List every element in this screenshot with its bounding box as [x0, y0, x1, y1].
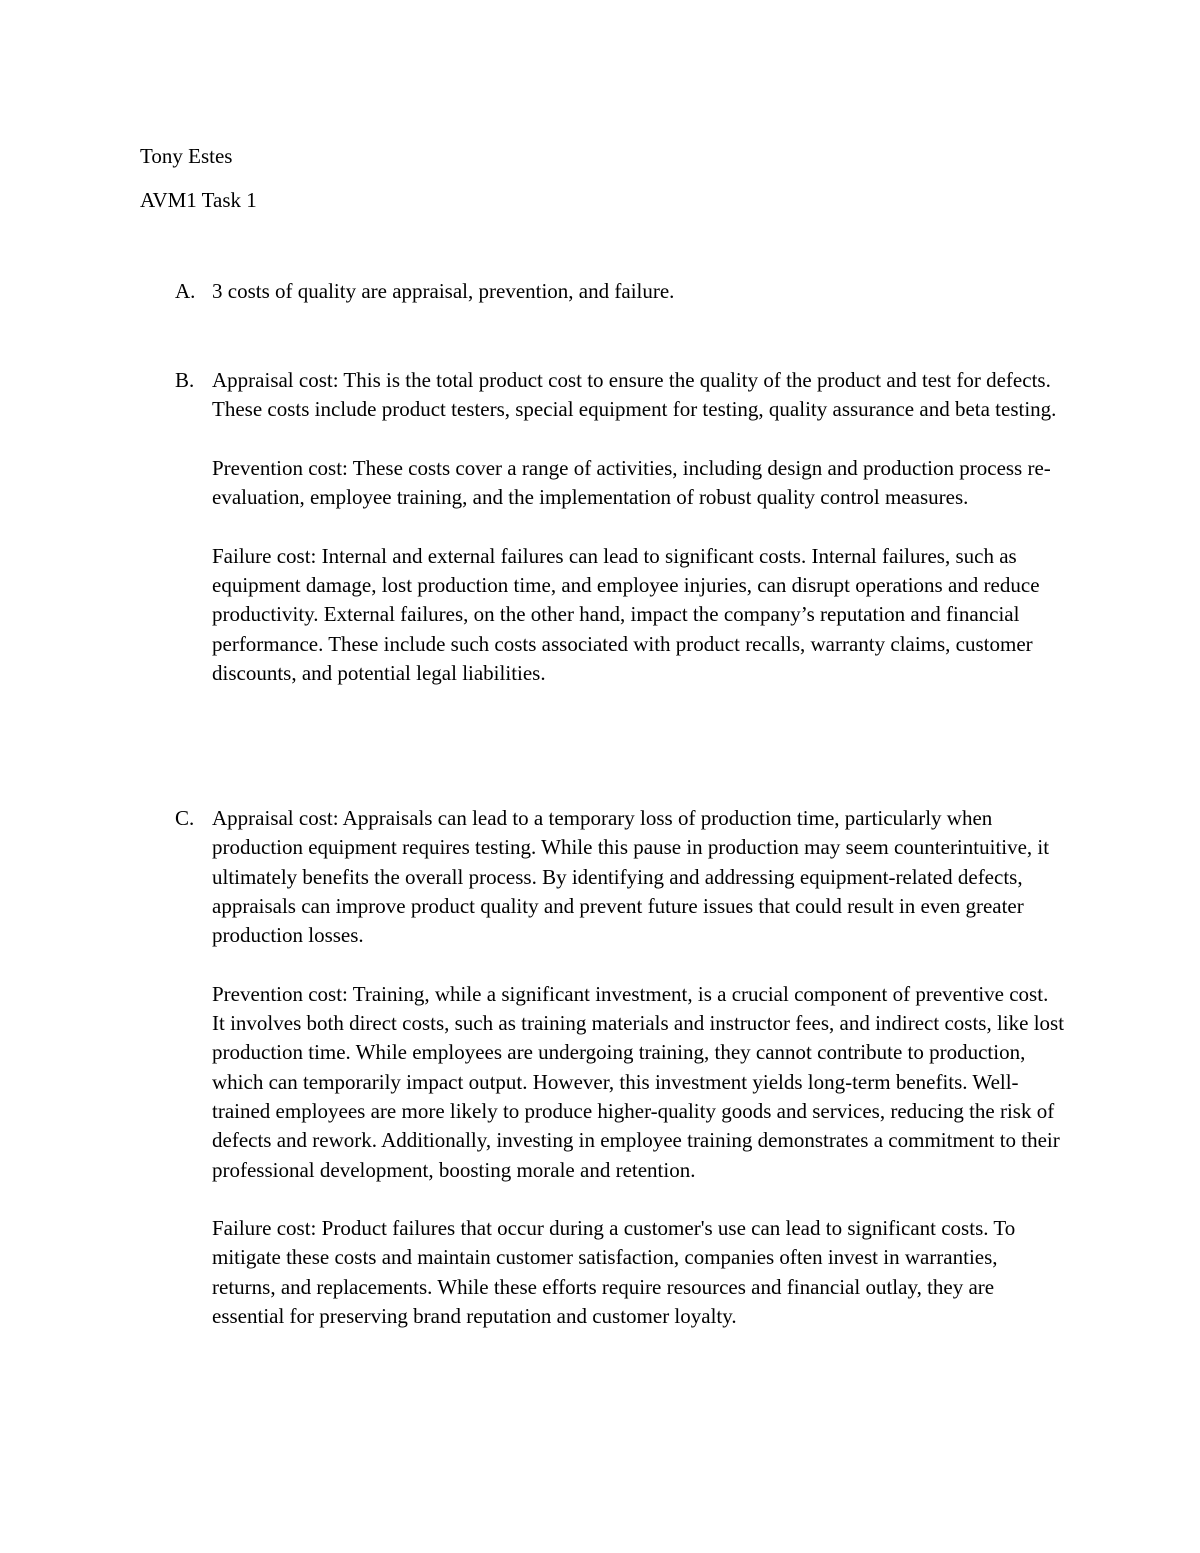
appraisal-cost-impact-paragraph: Appraisal cost: Appraisals can lead to a temporary loss of production time, particularly when production equipment requires testing. While this pause in production may seem counterintuitive, it ultimately benefits the overall process. By identifying and addressing equipment-related defects, appraisals can improve product quality and prevent future issues that could result in even greater production losses.	[212, 806, 1050, 948]
list-item-c	[175, 804, 1065, 1331]
list-item-a	[175, 277, 1065, 306]
list-item-c-body	[212, 804, 1065, 1331]
list-marker-c: C.	[175, 806, 195, 830]
appraisal-cost-paragraph: Appraisal cost: This is the total product cost to ensure the quality of the product and test for defects. These costs include product testers, special equipment for testing, quality assurance and beta testing.	[212, 368, 1057, 422]
answer-a-paragraph: 3 costs of quality are appraisal, prevention, and failure.	[212, 279, 675, 303]
failure-cost-impact-paragraph: Failure cost: Product failures that occur during a customer's use can lead to significant costs. To mitigate these costs and maintain customer satisfaction, companies often invest in warranties, returns, and replacements. While these efforts require resources and financial outlay, they are essential for preserving brand reputation and customer loyalty.	[212, 1216, 1016, 1329]
assignment-title: AVM1 Task 1	[140, 188, 257, 212]
author-name: Tony Estes	[140, 144, 233, 168]
list-marker-a: A.	[175, 279, 196, 303]
list-item-a-body	[212, 277, 1065, 306]
list-item-b	[175, 366, 1065, 688]
list-item-b-body	[212, 366, 1065, 688]
failure-cost-paragraph: Failure cost: Internal and external failures can lead to significant costs. Internal failures, such as equipment damage, lost production time, and employee injuries, can disrupt operations and reduce productivity. External failures, on the other hand, impact the company’s reputation and financial performance. These include such costs associated with product recalls, warranty claims, customer discounts, and potential legal liabilities.	[212, 543, 1040, 685]
prevention-cost-impact-paragraph: Prevention cost: Training, while a significant investment, is a crucial component of preventive cost. It involves both direct costs, such as training materials and instructor fees, and indirect costs, like lost production time. While employees are undergoing training, they cannot contribute to production, which can temporarily impact output. However, this investment yields long-term benefits. Well-trained employees are more likely to produce higher-quality goods and services, reducing the risk of defects and rework. Additionally, investing in employee training demonstrates a commitment to their professional development, boosting morale and retention.	[212, 981, 1065, 1182]
list-marker-b: B.	[175, 368, 195, 392]
prevention-cost-paragraph: Prevention cost: These costs cover a range of activities, including design and production process re-evaluation, employee training, and the implementation of robust quality control measures.	[212, 455, 1051, 510]
